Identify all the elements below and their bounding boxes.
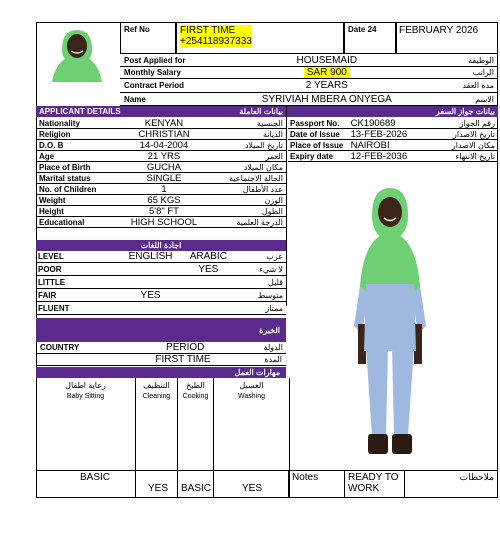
applicant-row-ar: عدد الأطفال bbox=[242, 184, 283, 194]
top-row-0 bbox=[120, 55, 498, 67]
languages-header bbox=[36, 251, 286, 263]
language-level: LITTLE bbox=[38, 277, 66, 287]
skill-col-3 bbox=[214, 378, 290, 498]
passport-row-ar: تاريخ الانتهاء bbox=[455, 151, 495, 161]
notes-divider-2 bbox=[344, 470, 345, 498]
language-row-3 bbox=[36, 302, 286, 315]
ref-no-value bbox=[176, 22, 344, 54]
applicant-row-value: 5'8" FT bbox=[148, 205, 179, 217]
applicant-row-ar: مكان الميلاد bbox=[243, 162, 283, 172]
applicant-row-ar: الطول bbox=[261, 206, 283, 216]
passport-photo bbox=[38, 24, 116, 82]
skill-ar: الغسيل bbox=[239, 381, 264, 390]
top-row-value-cell bbox=[223, 67, 431, 78]
applicant-row-1 bbox=[36, 129, 286, 140]
passport-row-label: Date of Issue bbox=[290, 129, 340, 139]
exp-period-ar: المدة bbox=[264, 355, 282, 364]
lang-arabic-header: ARABIC bbox=[189, 251, 227, 262]
applicant-row-value: GUCHA bbox=[146, 161, 182, 173]
skills-basic-label: BASIC bbox=[79, 472, 110, 483]
applicant-row-8 bbox=[36, 206, 286, 217]
passport-row-1 bbox=[288, 129, 498, 140]
language-row-2 bbox=[36, 289, 286, 302]
passport-row-label: Passport No. bbox=[290, 118, 340, 128]
passport-row-0 bbox=[288, 118, 498, 129]
language-english: YES bbox=[140, 289, 161, 301]
language-arabic: YES bbox=[198, 263, 219, 275]
language-row-0 bbox=[36, 263, 286, 276]
passport-row-value: 12-FEB-2036 bbox=[350, 150, 408, 162]
language-ar: لا شيء bbox=[259, 264, 283, 274]
passport-row-label: Expiry date bbox=[290, 151, 334, 161]
notes-value: READY TO WORK bbox=[348, 472, 399, 494]
top-row-1 bbox=[120, 67, 498, 79]
experience-header bbox=[36, 342, 286, 354]
lang-level-header: LEVEL bbox=[38, 252, 64, 261]
experience-bar bbox=[36, 318, 286, 342]
applicant-row-label: Weight bbox=[39, 195, 66, 205]
skill-value-2: YES bbox=[241, 483, 262, 494]
top-row-value-cell bbox=[223, 94, 431, 105]
skill-ar: رعاية اطفال bbox=[65, 381, 106, 390]
exp-period-label: PERIOD bbox=[166, 342, 205, 353]
applicant-row-value: 1 bbox=[161, 183, 167, 195]
notes-label: Notes bbox=[292, 472, 319, 483]
full-body-photo bbox=[330, 176, 450, 466]
top-row-label: Post Applied for bbox=[124, 56, 186, 65]
language-ar: متوسط bbox=[257, 290, 283, 300]
applicant-row-label: Marital status bbox=[39, 173, 91, 183]
skills-bar bbox=[36, 367, 286, 378]
passport-details-bar bbox=[286, 106, 498, 117]
top-row-label: Name bbox=[124, 94, 146, 104]
notes-divider bbox=[288, 470, 289, 498]
passport-row-ar: رقم الجواز bbox=[459, 118, 495, 128]
applicant-row-ar: الديانة bbox=[262, 129, 283, 139]
top-row-value: HOUSEMAID bbox=[296, 55, 358, 66]
applicant-row-label: Educational bbox=[39, 217, 85, 227]
applicant-row-ar: العمر bbox=[265, 151, 283, 161]
skill-value-0: YES bbox=[147, 483, 168, 494]
top-row-3 bbox=[120, 93, 498, 106]
applicant-row-label: Religion bbox=[39, 129, 71, 139]
applicant-block-right-border bbox=[286, 106, 287, 306]
passport-details-ar: بيانات جواز السفر bbox=[435, 107, 495, 116]
passport-row-2 bbox=[288, 140, 498, 151]
top-row-2 bbox=[120, 79, 498, 93]
skill-en: Baby Sitting bbox=[66, 393, 105, 400]
notes-ar: ملاحظات bbox=[459, 472, 494, 482]
exp-period-value: FIRST TIME bbox=[155, 354, 211, 365]
languages-bar-ar: اجادة اللغات bbox=[140, 241, 182, 250]
applicant-row-value: HIGH SCHOOL bbox=[130, 216, 198, 228]
top-row-label: Monthly Salary bbox=[124, 68, 181, 77]
skill-en: Cleaning bbox=[142, 393, 171, 400]
applicant-row-label: Place of Birth bbox=[39, 162, 91, 172]
skills-bar-ar: مهارات العمل bbox=[234, 368, 280, 377]
ref-no-label: Ref No bbox=[124, 25, 150, 34]
applicant-row-5 bbox=[36, 173, 286, 184]
skill-ar: التنظيف bbox=[143, 381, 170, 390]
language-level: FLUENT bbox=[38, 303, 70, 313]
applicant-row-label: Age bbox=[39, 151, 55, 161]
applicant-row-value: 14-04-2004 bbox=[139, 139, 189, 151]
skills-bottom-line bbox=[36, 470, 498, 471]
applicant-row-value: SINGLE bbox=[146, 172, 182, 184]
exp-country-label: COUNTRY bbox=[40, 343, 80, 352]
top-row-value: 2 YEARS bbox=[305, 80, 348, 91]
ref-no-cell bbox=[120, 22, 176, 54]
top-row-value: SYRIVIAH MBERA ONYEGA bbox=[261, 93, 392, 105]
applicant-row-2 bbox=[36, 140, 286, 151]
passport-row-ar: مكان الاصدار bbox=[451, 140, 495, 150]
applicant-row-4 bbox=[36, 162, 286, 173]
applicant-row-value: KENYAN bbox=[144, 117, 184, 129]
lang-ar-header: عرب bbox=[266, 252, 283, 261]
skill-en: Washing bbox=[238, 393, 265, 400]
passport-row-value: CK190689 bbox=[350, 117, 396, 129]
passport-row-label: Place of Issue bbox=[290, 140, 344, 150]
passport-row-ar: تاريخ الاصدار bbox=[452, 129, 495, 139]
applicant-row-6 bbox=[36, 184, 286, 195]
top-row-ar: الراتب bbox=[472, 68, 494, 77]
top-row-label: Contract Period bbox=[124, 81, 185, 90]
experience-row bbox=[36, 354, 286, 366]
ref-no-text: FIRST TIME +254118937333 bbox=[180, 25, 252, 47]
date-value: FEBRUARY 2026 bbox=[399, 25, 479, 36]
top-row-value-cell bbox=[223, 55, 431, 66]
top-row-value-cell bbox=[223, 80, 431, 91]
skill-value-1: BASIC bbox=[180, 483, 211, 494]
experience-bar-ar: الخبرة bbox=[259, 325, 280, 335]
date-label-cell bbox=[344, 22, 396, 54]
date-value-cell bbox=[396, 22, 498, 54]
applicant-row-value: 65 KGS bbox=[147, 194, 181, 206]
applicant-row-3 bbox=[36, 151, 286, 162]
lang-english-header: ENGLISH bbox=[128, 251, 173, 262]
language-row-1 bbox=[36, 276, 286, 289]
skill-ar: الطبخ bbox=[186, 381, 205, 390]
applicant-row-7 bbox=[36, 195, 286, 206]
top-row-ar: الاسم bbox=[475, 94, 494, 104]
language-level: POOR bbox=[38, 264, 62, 274]
applicant-row-ar: الحالة الاجتماعية bbox=[229, 173, 283, 183]
notes-divider-3 bbox=[404, 470, 405, 498]
applicant-row-label: Nationality bbox=[39, 118, 80, 128]
applicant-row-label: Height bbox=[39, 206, 64, 216]
language-level: FAIR bbox=[38, 290, 57, 300]
passport-row-3 bbox=[288, 151, 498, 162]
applicant-row-label: No. of Children bbox=[39, 184, 97, 194]
top-row-ar: الوظيفة bbox=[468, 56, 494, 65]
passport-row-value: 13-FEB-2026 bbox=[350, 128, 408, 140]
applicant-row-0 bbox=[36, 118, 286, 129]
skill-en: Cooking bbox=[182, 393, 209, 400]
top-row-ar: مدة العقد bbox=[462, 81, 494, 90]
languages-bar bbox=[36, 240, 286, 251]
language-ar: ممتاز bbox=[265, 303, 283, 313]
skill-col-2 bbox=[178, 378, 214, 498]
applicant-row-ar: تاريخ الميلاد bbox=[244, 140, 283, 150]
exp-country-ar: الدولة bbox=[263, 343, 283, 352]
applicant-row-9 bbox=[36, 217, 286, 228]
applicant-row-label: D.O. B bbox=[39, 140, 64, 150]
applicant-row-value: CHRISTIAN bbox=[138, 128, 190, 140]
applicant-row-ar: الجنسية bbox=[256, 118, 283, 128]
date-label: Date 24 bbox=[348, 25, 377, 34]
applicant-row-ar: الوزن bbox=[264, 195, 283, 205]
applicant-row-value: 21 YRS bbox=[147, 150, 181, 162]
applicant-details-ar: بيانات العاملة bbox=[239, 107, 283, 116]
skill-col-1 bbox=[136, 378, 178, 498]
passport-row-value: NAIROBI bbox=[350, 139, 390, 151]
applicant-details-title: APPLICANT DETAILS bbox=[39, 107, 121, 116]
applicant-row-ar: الدرجة العلمية bbox=[236, 217, 283, 227]
top-row-value: SAR 900 bbox=[304, 67, 350, 78]
language-ar: قليل bbox=[268, 277, 283, 287]
applicant-details-bar bbox=[36, 106, 286, 117]
